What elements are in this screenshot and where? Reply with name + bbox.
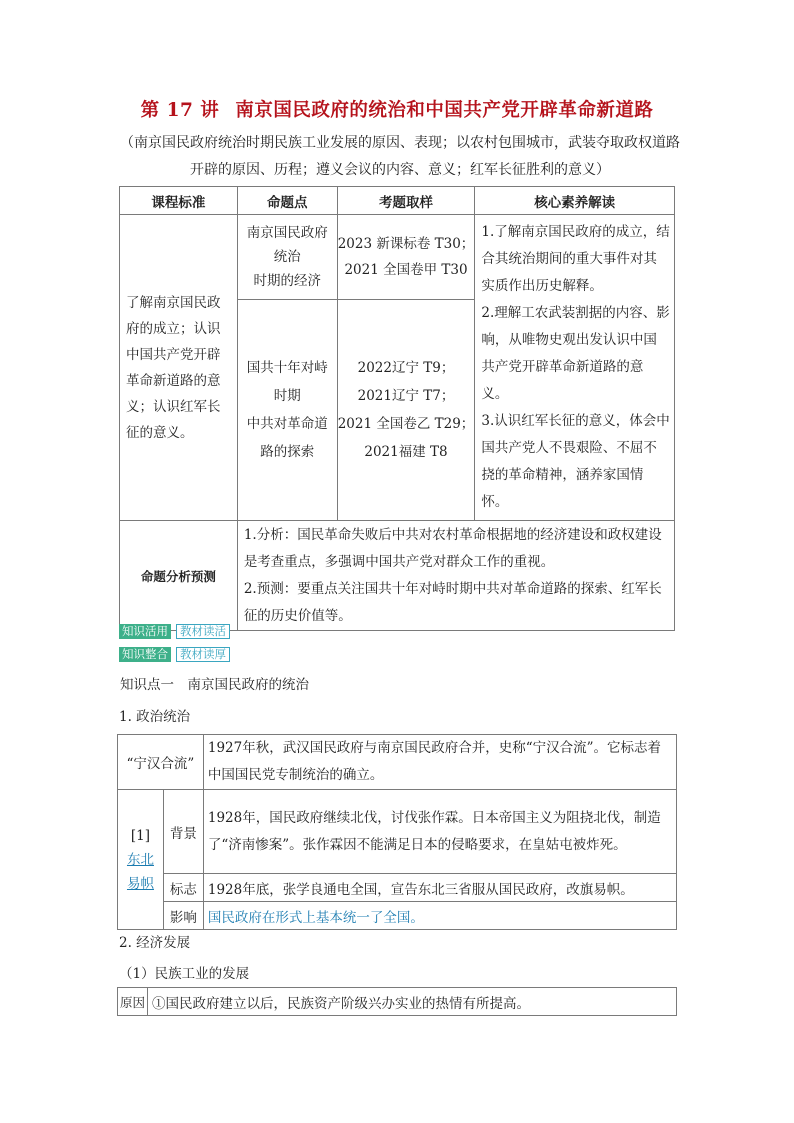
blank-answer: 东北易帜	[126, 851, 154, 892]
sign-label: 标志	[163, 874, 203, 902]
effect-label: 影响	[163, 902, 203, 930]
page-title	[0, 96, 794, 122]
lecture-number: 第 17 讲	[140, 100, 220, 121]
political-table	[117, 734, 677, 930]
point-economy: 南京国民政府统治 时期的经济	[237, 215, 337, 300]
reason-text: ①国民政府建立以后，民族资产阶级兴办实业的热情有所提高。	[147, 988, 676, 1016]
knowledge-point-heading: 知识点一 南京国民政府的统治	[120, 677, 309, 693]
subtitle: （南京国民政府统治时期民族工业发展的原因、表现；以农村包围城市，武装夺取政权道路开辟的原因、历程；遵义会议的内容、意义；红军长征胜利的意义）	[120, 135, 680, 178]
merge-label: “宁汉合流”	[118, 735, 204, 790]
blank-number: [1]	[130, 827, 151, 844]
section-economy: 2. 经济发展	[119, 935, 191, 951]
tag-knowledge-integrate: 知识整合	[119, 647, 171, 662]
merge-text: 1927年秋，武汉国民政府与南京国民政府合并，史称“宁汉合流”。它标志着中国国民党专制统治的确立。	[203, 735, 676, 790]
blank-cell	[118, 790, 164, 930]
reason-label: 原因	[118, 988, 148, 1016]
section-political: 1. 政治统治	[119, 709, 191, 725]
effect-text: 国民政府在形式上基本统一了全国。	[203, 902, 676, 930]
industry-table	[117, 987, 677, 1016]
point-revolution: 国共十年对峙时期 中共对革命道路的探索	[237, 299, 337, 520]
sign-text: 1928年底，张学良通电全国，宣告东北三省服从国民政府，改旗易帜。	[203, 874, 676, 902]
exam-economy: 2023 新课标卷 T30； 2021 全国卷甲 T30	[337, 215, 475, 300]
tag-textbook-deepen: 教材读厚	[176, 647, 230, 662]
background-label: 背景	[163, 790, 203, 874]
header-core: 核心素养解读	[475, 187, 675, 215]
background-text: 1928年，国民政府继续北伐，讨伐张作霖。日本帝国主义为阻挠北伐，制造了“济南惨案”。张作霖因不能满足日本的侵略要求，在皇姑屯被炸死。	[203, 790, 676, 874]
header-standard: 课程标准	[120, 187, 238, 215]
exam-revolution: 2022辽宁 T9； 2021辽宁 T7； 2021 全国卷乙 T29； 2021福建 T8	[337, 299, 475, 520]
tag-textbook-read: 教材读活	[176, 624, 230, 639]
course-standard: 了解南京国民政府的成立；认识中国共产党开辟革命新道路的意义；认识红军长征的意义。	[120, 215, 238, 521]
analysis-text: 1.分析：国民革命失败后中共对农村革命根据地的经济建设和政权建设是考查重点，多强调中国共产党对群众工作的重视。 2.预测：要重点关注国共十年对峙时期中共对革命道路的探索、红军长征的历史价值等。	[237, 521, 674, 631]
subsection-industry: （1）民族工业的发展	[119, 966, 250, 982]
tag-knowledge-apply: 知识活用	[119, 624, 171, 639]
lecture-title: 南京国民政府的统治和中国共产党开辟革命新道路	[235, 100, 654, 121]
overview-table	[119, 186, 675, 631]
analysis-label: 命题分析预测	[120, 521, 238, 631]
header-point: 命题点	[237, 187, 337, 215]
core-literacy: 1.了解南京国民政府的成立，结合其统治期间的重大事件对其实质作出历史解释。 2.理解工农武装割据的内容、影响，从唯物史观出发认识中国共产党开辟革命新道路的意义。 3.认识红军长征的意义，体会中国共产党人不畏艰险、不屈不挠的革命精神，涵养家国情怀。	[475, 215, 675, 521]
header-exam: 考题取样	[337, 187, 475, 215]
